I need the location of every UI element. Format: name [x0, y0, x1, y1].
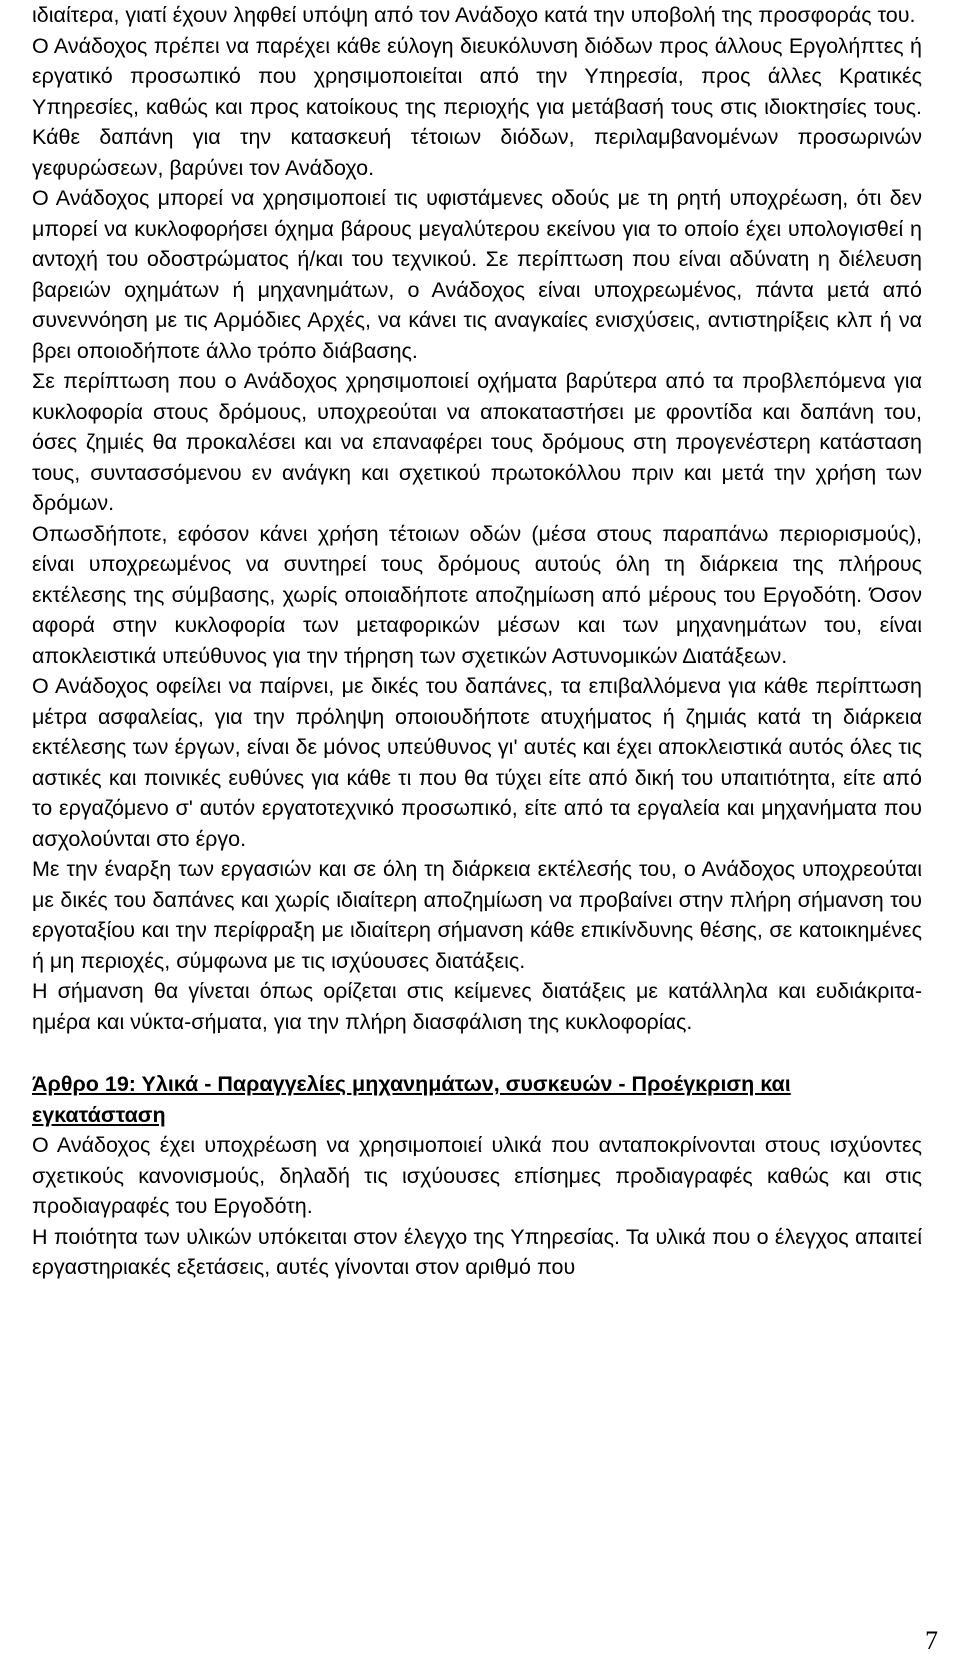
paragraph: Ο Ανάδοχος έχει υποχρέωση να χρησιμοποιεί υλικά που ανταποκρίνονται στους ισχύοντες σχετικούς κανονισμούς, δηλαδή τις ισχύουσες επίσημες προδιαγραφές καθώς και στις προδιαγραφές του Εργοδότη. — [32, 1133, 922, 1218]
paragraph: Η σήμανση θα γίνεται όπως ορίζεται στις κείμενες διατάξεις με κατάλληλα και ευδιάκριτα-ημέρα και νύκτα-σήματα, για την πλήρη διασφάλιση της κυκλοφορίας. — [32, 979, 922, 1034]
paragraph: Ο Ανάδοχος πρέπει να παρέχει κάθε εύλογη διευκόλυνση διόδων προς άλλους Εργολήπτες ή εργατικό προσωπικό που χρησιμοποιείται από την Υπηρεσία, προς άλλες Κρατικές Υπηρεσίες, καθώς και προς κατοίκους της περιοχής για μετάβασή τους στις ιδιοκτησίες τους. Κάθε δαπάνη για την κατασκευή τέτοιων διόδων, περιλαμβανομένων προσωρινών γεφυρώσεων, βαρύνει τον Ανάδοχο. — [32, 33, 922, 180]
paragraph: Η ποιότητα των υλικών υπόκειται στον έλεγχο της Υπηρεσίας. Τα υλικά που ο έλεγχος απαιτεί εργαστηριακές εξετάσεις, αυτές γίνονται στον αριθμό που — [32, 1224, 922, 1279]
page-number: 7 — [925, 1626, 938, 1655]
paragraph: Σε περίπτωση που ο Ανάδοχος χρησιμοποιεί οχήματα βαρύτερα από τα προβλεπόμενα για κυκλοφορία στους δρόμους, υποχρεούται να αποκαταστήσει με φροντίδα και δαπάνη του, όσες ζημιές θα προκαλέσει και να επαναφέρει τους δρόμους στη προγενέστερη κατάσταση τους, συντασσόμενου εν ανάγκη και σχετικού πρωτοκόλλου πριν και μετά την χρήση των δρόμων. — [32, 369, 922, 515]
paragraph: Οπωσδήποτε, εφόσον κάνει χρήση τέτοιων οδών (μέσα στους παραπάνω περιορισμούς), είναι υποχρεωμένος να συντηρεί τους δρόμους αυτούς όλη τη διάρκεια της πλήρους εκτέλεσης της σύμβασης, χωρίς οποιαδήποτε αποζημίωση από μέρους του Εργοδότη. Όσον αφορά στην κυκλοφορία των μεταφορικών μέσων και των μηχανημάτων του, είναι αποκλειστικά υπεύθυνος για την τήρηση των σχετικών Αστυνομικών Διατάξεων. — [32, 521, 922, 668]
paragraph: Ο Ανάδοχος μπορεί να χρησιμοποιεί τις υφιστάμενες οδούς με τη ρητή υποχρέωση, ότι δεν μπορεί να κυκλοφορήσει όχημα βάρους μεγαλύτερου εκείνου για το οποίο έχει υπολογισθεί η αντοχή του οδοστρώματος ή/και του τεχνικού. Σε περίπτωση που είναι αδύνατη η διέλευση βαρειών οχημάτων ή μηχανημάτων, ο Ανάδοχος είναι υποχρεωμένος, πάντα μετά από συνεννόηση με τις Αρμόδιες Αρχές, να κάνει τις αναγκαίες ενισχύσεις, αντιστηρίξεις κλπ ή να βρει οποιοδήποτε άλλο τρόπο διάβασης. — [32, 186, 922, 363]
paragraph: ιδιαίτερα, γιατί έχουν ληφθεί υπόψη από τον Ανάδοχο κατά την υποβολή της προσφοράς του. — [32, 3, 916, 27]
article-heading: Άρθρο 19: Υλικά - Παραγγελίες μηχανημάτων, συσκευών - Προέγκριση και εγκατάσταση — [32, 1072, 791, 1127]
body-text-top — [32, 0, 922, 1037]
paragraph: Ο Ανάδοχος οφείλει να παίρνει, με δικές του δαπάνες, τα επιβαλλόμενα για κάθε περίπτωση μέτρα ασφαλείας, για την πρόληψη οποιουδήποτε ατυχήματος ή ζημιάς κατά τη διάρκεια εκτέλεσης των έργων, είναι δε μόνος υπεύθυνος γι' αυτές και έχει αποκλειστικά αυτός όλες τις αστικές και ποινικές ευθύνες για κάθε τι που θα τύχει είτε από δική του υπαιτιότητα, είτε από το εργαζόμενο σ' αυτόν εργατοτεχνικό προσωπικό, είτε από τα εργαλεία και μηχανήματα που ασχολούνται στο έργο. — [32, 674, 922, 851]
body-text-bottom — [32, 1130, 922, 1283]
paragraph: Με την έναρξη των εργασιών και σε όλη τη διάρκεια εκτέλεσής του, ο Ανάδοχος υποχρεούται με δικές του δαπάνες και χωρίς ιδιαίτερη αποζημίωση να προβαίνει στην πλήρη σήμανση του εργοταξίου και την περίφραξη με ιδιαίτερη σήμανση κάθε επικίνδυνης θέσης, σε κατοικημένες ή μη περιοχές, σύμφωνα με τις ισχύουσες διατάξεις. — [32, 857, 922, 973]
